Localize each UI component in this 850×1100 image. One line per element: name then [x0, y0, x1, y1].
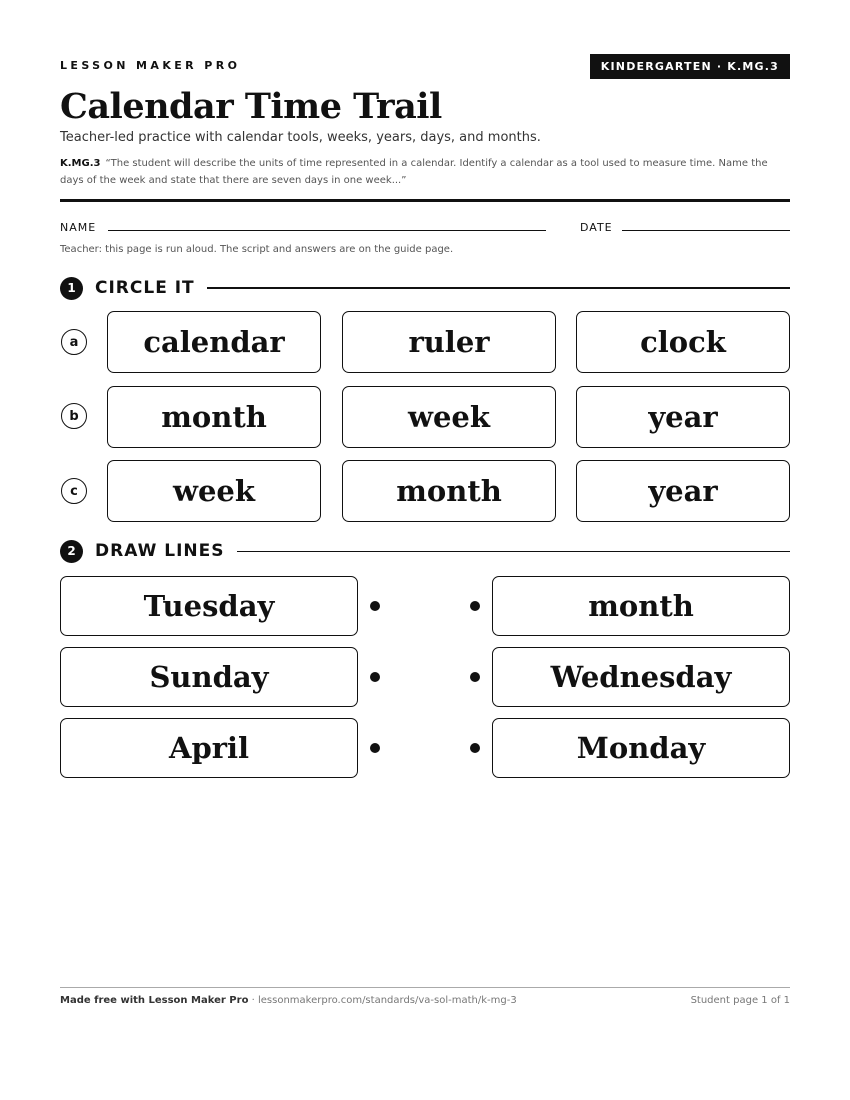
grade-badge: KINDERGARTEN · K.MG.3 [590, 54, 790, 79]
row-letter-b: b [61, 403, 87, 429]
match-right-item[interactable]: Wednesday [492, 647, 790, 707]
circle-option[interactable]: clock [576, 311, 790, 373]
footer-page-number: Student page 1 of 1 [690, 995, 790, 1006]
section-rule [207, 287, 790, 289]
match-left-dot[interactable] [370, 743, 380, 753]
circle-option[interactable]: year [576, 386, 790, 448]
brand-name: LESSON MAKER PRO [60, 59, 241, 72]
match-right-dot[interactable] [470, 601, 480, 611]
section-title: DRAW LINES [95, 541, 225, 561]
header-divider [60, 199, 790, 202]
name-label: NAME [60, 221, 97, 234]
standard-text: “The student will describe the units of time represented in a calendar. Identify a calendar as a tool used to measure time. Name the days of the week and state that there are seven days in one week...” [60, 158, 768, 186]
circle-option[interactable]: week [107, 460, 321, 522]
section-number-badge: 2 [60, 540, 83, 563]
circle-option[interactable]: week [342, 386, 556, 448]
match-left-item[interactable]: April [60, 718, 358, 778]
footer-url[interactable]: · lessonmakerpro.com/standards/va-sol-math/k-mg-3 [248, 995, 517, 1006]
teacher-note: Teacher: this page is run aloud. The script and answers are on the guide page. [60, 244, 454, 255]
page-subtitle: Teacher-led practice with calendar tools, weeks, years, days, and months. [60, 130, 541, 145]
circle-option[interactable]: ruler [342, 311, 556, 373]
circle-option[interactable]: year [576, 460, 790, 522]
circle-option[interactable]: month [107, 386, 321, 448]
footer-credit [60, 995, 517, 1006]
section-number-badge: 1 [60, 277, 83, 300]
footer-made-with: Made free with Lesson Maker Pro [60, 995, 249, 1006]
section-title: CIRCLE IT [95, 278, 195, 298]
match-left-item[interactable]: Sunday [60, 647, 358, 707]
match-right-item[interactable]: Monday [492, 718, 790, 778]
match-left-item[interactable]: Tuesday [60, 576, 358, 636]
match-left-dot[interactable] [370, 601, 380, 611]
date-line[interactable] [622, 230, 790, 231]
match-right-item[interactable]: month [492, 576, 790, 636]
row-letter-c: c [61, 478, 87, 504]
circle-option[interactable]: month [342, 460, 556, 522]
footer-divider [60, 987, 790, 988]
section-rule [237, 551, 790, 552]
standard-code: K.MG.3 [60, 158, 101, 169]
section-draw-lines-header [60, 539, 790, 563]
section-circle-it-header [60, 276, 790, 300]
page-title: Calendar Time Trail [60, 86, 442, 127]
standard-description [60, 155, 790, 189]
date-label: DATE [580, 221, 613, 234]
circle-option[interactable]: calendar [107, 311, 321, 373]
match-left-dot[interactable] [370, 672, 380, 682]
match-right-dot[interactable] [470, 672, 480, 682]
match-right-dot[interactable] [470, 743, 480, 753]
name-line[interactable] [108, 230, 546, 231]
row-letter-a: a [61, 329, 87, 355]
